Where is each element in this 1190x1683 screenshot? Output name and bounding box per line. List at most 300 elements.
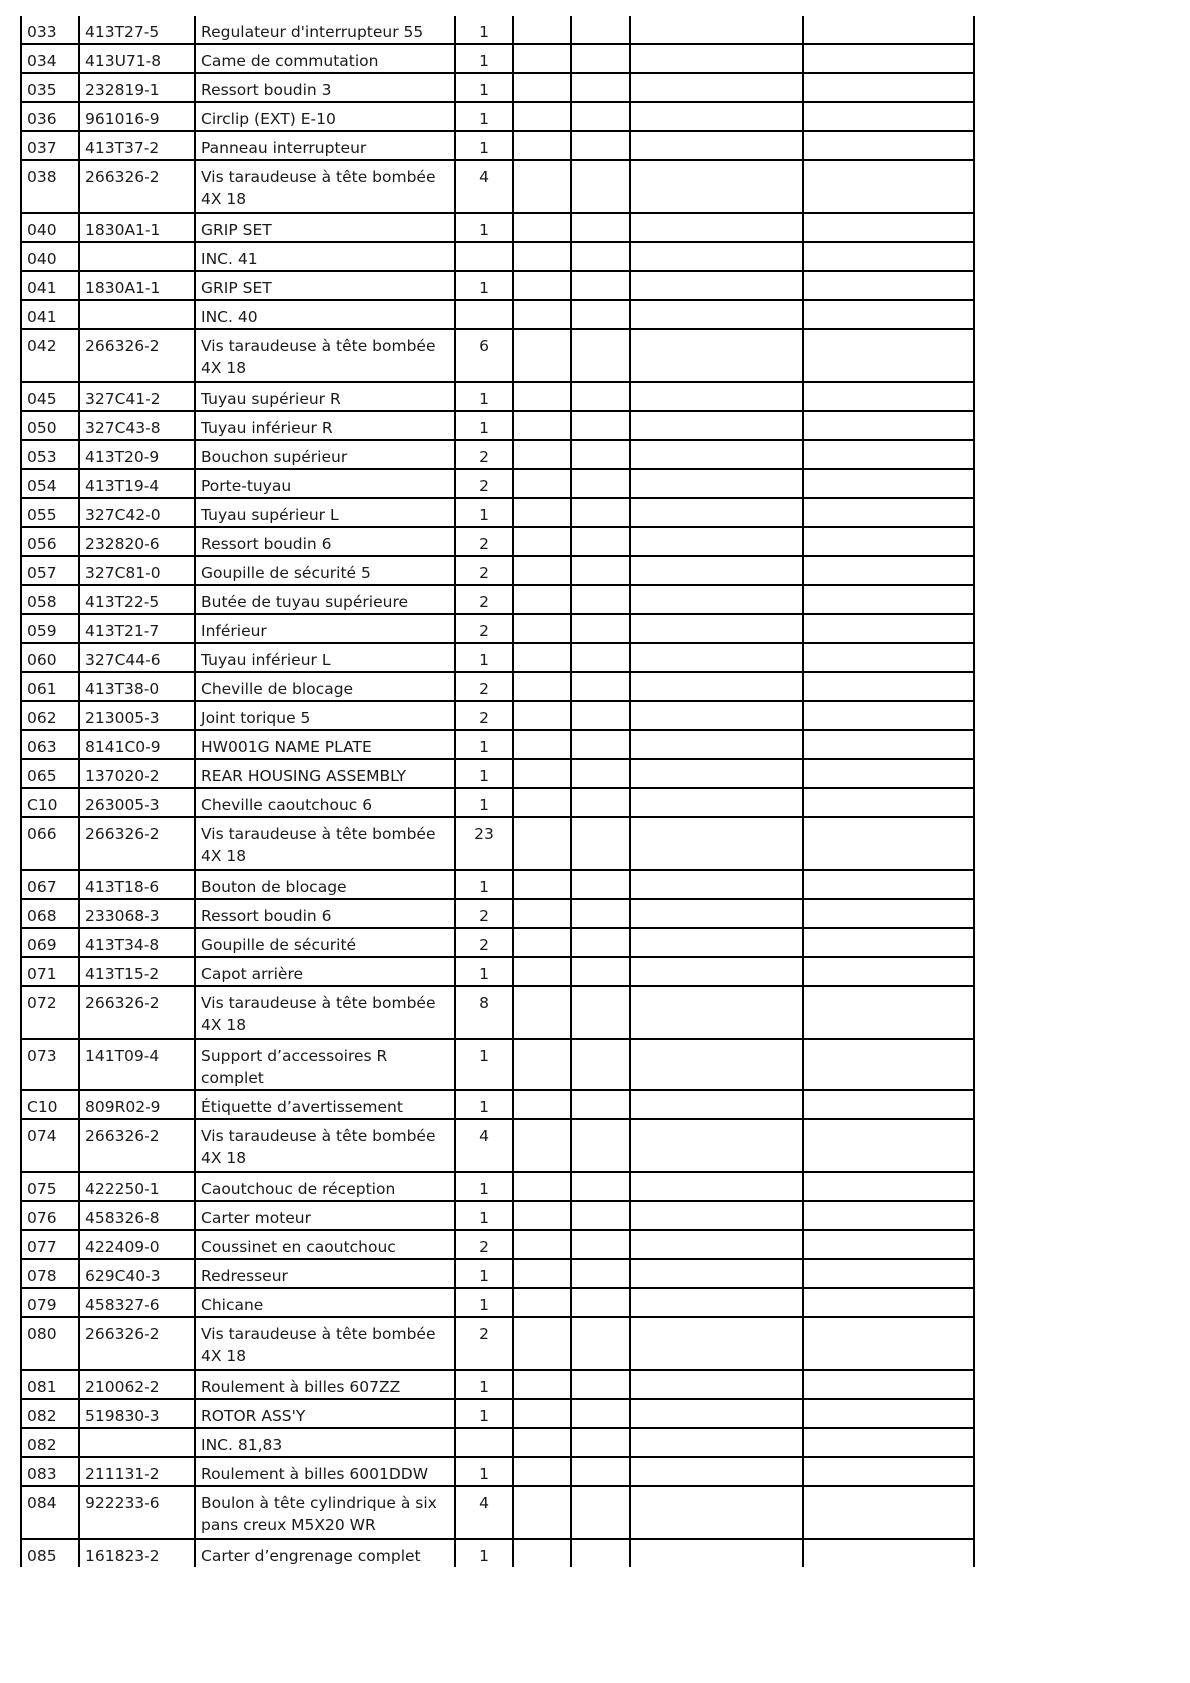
quantity-cell: 1 [455, 271, 513, 300]
description-cell: Tuyau supérieur L [195, 498, 455, 527]
part-no-cell: 413T27-5 [79, 16, 195, 44]
empty-cell [513, 1119, 571, 1172]
item-no-cell: 081 [21, 1370, 79, 1399]
empty-cell [803, 271, 974, 300]
description-cell: Tuyau inférieur L [195, 643, 455, 672]
empty-cell [571, 1230, 630, 1259]
description-cell: Vis taraudeuse à tête bombée 4X 18 [195, 160, 455, 213]
empty-cell [513, 1370, 571, 1399]
quantity-cell: 2 [455, 1317, 513, 1370]
empty-cell [803, 1119, 974, 1172]
empty-cell [803, 730, 974, 759]
part-no-cell: 413U71-8 [79, 44, 195, 73]
item-no-cell: 050 [21, 411, 79, 440]
empty-cell [803, 1370, 974, 1399]
part-no-cell: 327C81-0 [79, 556, 195, 585]
empty-cell [513, 382, 571, 411]
empty-cell [571, 382, 630, 411]
empty-cell [630, 213, 803, 242]
empty-cell [803, 213, 974, 242]
empty-cell [803, 131, 974, 160]
part-no-cell: 266326-2 [79, 986, 195, 1039]
empty-cell [803, 788, 974, 817]
empty-cell [803, 986, 974, 1039]
empty-cell [630, 1090, 803, 1119]
table-row [21, 1317, 974, 1370]
empty-cell [630, 271, 803, 300]
empty-cell [803, 672, 974, 701]
empty-cell [571, 730, 630, 759]
part-no-cell: 266326-2 [79, 817, 195, 870]
description-cell: INC. 41 [195, 242, 455, 271]
empty-cell [803, 817, 974, 870]
part-no-cell: 266326-2 [79, 1119, 195, 1172]
empty-cell [630, 242, 803, 271]
table-row [21, 986, 974, 1039]
empty-cell [630, 382, 803, 411]
description-cell: Panneau interrupteur [195, 131, 455, 160]
quantity-cell: 2 [455, 928, 513, 957]
item-no-cell: 041 [21, 300, 79, 329]
description-cell: Ressort boudin 6 [195, 899, 455, 928]
description-cell: Vis taraudeuse à tête bombée 4X 18 [195, 1119, 455, 1172]
empty-cell [571, 160, 630, 213]
empty-cell [571, 300, 630, 329]
description-cell: Circlip (EXT) E-10 [195, 102, 455, 131]
empty-cell [513, 1486, 571, 1539]
item-no-cell: 075 [21, 1172, 79, 1201]
empty-cell [571, 1090, 630, 1119]
item-no-cell: 071 [21, 957, 79, 986]
description-cell: INC. 40 [195, 300, 455, 329]
quantity-cell: 1 [455, 759, 513, 788]
quantity-cell: 1 [455, 382, 513, 411]
empty-cell [571, 928, 630, 957]
empty-cell [513, 1259, 571, 1288]
empty-cell [630, 788, 803, 817]
part-no-cell: 422409-0 [79, 1230, 195, 1259]
empty-cell [571, 213, 630, 242]
table-row [21, 213, 974, 242]
empty-cell [571, 643, 630, 672]
table-row [21, 440, 974, 469]
empty-cell [803, 1201, 974, 1230]
item-no-cell: C10 [21, 1090, 79, 1119]
description-cell: Joint torique 5 [195, 701, 455, 730]
empty-cell [513, 131, 571, 160]
empty-cell [803, 469, 974, 498]
empty-cell [803, 242, 974, 271]
quantity-cell: 1 [455, 1539, 513, 1567]
table-row [21, 44, 974, 73]
empty-cell [513, 1317, 571, 1370]
table-row [21, 730, 974, 759]
empty-cell [571, 242, 630, 271]
empty-cell [630, 928, 803, 957]
empty-cell [513, 329, 571, 382]
empty-cell [513, 1399, 571, 1428]
empty-cell [803, 1090, 974, 1119]
item-no-cell: 078 [21, 1259, 79, 1288]
item-no-cell: 057 [21, 556, 79, 585]
part-no-cell: 413T22-5 [79, 585, 195, 614]
item-no-cell: 054 [21, 469, 79, 498]
table-row [21, 1172, 974, 1201]
item-no-cell: 083 [21, 1457, 79, 1486]
quantity-cell: 1 [455, 1370, 513, 1399]
item-no-cell: 053 [21, 440, 79, 469]
empty-cell [630, 102, 803, 131]
description-cell: Cheville de blocage [195, 672, 455, 701]
part-no-cell: 413T20-9 [79, 440, 195, 469]
empty-cell [630, 899, 803, 928]
part-no-cell: 141T09-4 [79, 1039, 195, 1090]
table-row [21, 701, 974, 730]
item-no-cell: 067 [21, 870, 79, 899]
empty-cell [803, 411, 974, 440]
item-no-cell: 065 [21, 759, 79, 788]
quantity-cell: 1 [455, 1201, 513, 1230]
description-cell: Porte-tuyau [195, 469, 455, 498]
part-no-cell: 413T21-7 [79, 614, 195, 643]
quantity-cell: 1 [455, 1172, 513, 1201]
empty-cell [630, 986, 803, 1039]
empty-cell [630, 1539, 803, 1567]
quantity-cell: 6 [455, 329, 513, 382]
description-cell: Inférieur [195, 614, 455, 643]
quantity-cell: 1 [455, 213, 513, 242]
part-no-cell: 809R02-9 [79, 1090, 195, 1119]
description-cell: Regulateur d'interrupteur 55 [195, 16, 455, 44]
item-no-cell: 045 [21, 382, 79, 411]
empty-cell [630, 1288, 803, 1317]
description-cell: Vis taraudeuse à tête bombée 4X 18 [195, 817, 455, 870]
description-cell: Caoutchouc de réception [195, 1172, 455, 1201]
item-no-cell: 076 [21, 1201, 79, 1230]
quantity-cell: 1 [455, 1090, 513, 1119]
part-no-cell: 327C41-2 [79, 382, 195, 411]
description-cell: Ressort boudin 6 [195, 527, 455, 556]
empty-cell [513, 817, 571, 870]
item-no-cell: 033 [21, 16, 79, 44]
table-row [21, 788, 974, 817]
empty-cell [630, 527, 803, 556]
part-no-cell: 1830A1-1 [79, 271, 195, 300]
empty-cell [803, 44, 974, 73]
table-row [21, 899, 974, 928]
empty-cell [630, 1201, 803, 1230]
item-no-cell: 066 [21, 817, 79, 870]
empty-cell [571, 1119, 630, 1172]
empty-cell [513, 527, 571, 556]
empty-cell [513, 643, 571, 672]
empty-cell [630, 1172, 803, 1201]
empty-cell [571, 16, 630, 44]
part-no-cell: 629C40-3 [79, 1259, 195, 1288]
table-row [21, 271, 974, 300]
description-cell: Chicane [195, 1288, 455, 1317]
table-row [21, 1259, 974, 1288]
empty-cell [803, 527, 974, 556]
empty-cell [630, 1370, 803, 1399]
empty-cell [803, 16, 974, 44]
quantity-cell: 1 [455, 643, 513, 672]
description-cell: INC. 81,83 [195, 1428, 455, 1457]
empty-cell [571, 614, 630, 643]
table-row [21, 870, 974, 899]
part-no-cell: 1830A1-1 [79, 213, 195, 242]
table-row [21, 131, 974, 160]
item-no-cell: 036 [21, 102, 79, 131]
quantity-cell [455, 300, 513, 329]
empty-cell [571, 1399, 630, 1428]
empty-cell [513, 44, 571, 73]
item-no-cell: 040 [21, 213, 79, 242]
table-row [21, 817, 974, 870]
empty-cell [571, 759, 630, 788]
empty-cell [803, 899, 974, 928]
item-no-cell: 058 [21, 585, 79, 614]
part-no-cell [79, 1428, 195, 1457]
table-row [21, 160, 974, 213]
empty-cell [803, 1317, 974, 1370]
empty-cell [513, 1201, 571, 1230]
empty-cell [513, 957, 571, 986]
empty-cell [513, 672, 571, 701]
empty-cell [803, 1399, 974, 1428]
table-row [21, 527, 974, 556]
quantity-cell: 2 [455, 440, 513, 469]
empty-cell [803, 329, 974, 382]
empty-cell [513, 1039, 571, 1090]
empty-cell [630, 440, 803, 469]
empty-cell [513, 242, 571, 271]
empty-cell [803, 957, 974, 986]
empty-cell [513, 411, 571, 440]
empty-cell [513, 788, 571, 817]
empty-cell [630, 498, 803, 527]
empty-cell [513, 870, 571, 899]
description-cell: REAR HOUSING ASSEMBLY [195, 759, 455, 788]
part-no-cell: 413T34-8 [79, 928, 195, 957]
empty-cell [803, 382, 974, 411]
empty-cell [803, 300, 974, 329]
empty-cell [571, 1259, 630, 1288]
description-cell: Goupille de sécurité [195, 928, 455, 957]
item-no-cell: 068 [21, 899, 79, 928]
empty-cell [630, 411, 803, 440]
description-cell: Redresseur [195, 1259, 455, 1288]
description-cell: Coussinet en caoutchouc [195, 1230, 455, 1259]
empty-cell [571, 957, 630, 986]
empty-cell [513, 160, 571, 213]
quantity-cell: 1 [455, 957, 513, 986]
empty-cell [571, 672, 630, 701]
quantity-cell: 1 [455, 44, 513, 73]
empty-cell [513, 1539, 571, 1567]
part-no-cell: 519830-3 [79, 1399, 195, 1428]
table-row [21, 1201, 974, 1230]
item-no-cell: 079 [21, 1288, 79, 1317]
quantity-cell: 1 [455, 498, 513, 527]
item-no-cell: 072 [21, 986, 79, 1039]
part-no-cell: 413T15-2 [79, 957, 195, 986]
empty-cell [571, 585, 630, 614]
description-cell: Goupille de sécurité 5 [195, 556, 455, 585]
quantity-cell: 4 [455, 1119, 513, 1172]
empty-cell [513, 300, 571, 329]
part-no-cell: 210062-2 [79, 1370, 195, 1399]
empty-cell [571, 1457, 630, 1486]
quantity-cell: 1 [455, 1288, 513, 1317]
empty-cell [513, 1090, 571, 1119]
empty-cell [630, 73, 803, 102]
empty-cell [571, 1039, 630, 1090]
part-no-cell: 413T37-2 [79, 131, 195, 160]
description-cell: Vis taraudeuse à tête bombée 4X 18 [195, 329, 455, 382]
empty-cell [513, 213, 571, 242]
empty-cell [571, 1317, 630, 1370]
part-no-cell: 327C44-6 [79, 643, 195, 672]
description-cell: Boulon à tête cylindrique à six pans creux M5X20 WR [195, 1486, 455, 1539]
empty-cell [803, 102, 974, 131]
empty-cell [571, 73, 630, 102]
quantity-cell: 1 [455, 1039, 513, 1090]
description-cell: Capot arrière [195, 957, 455, 986]
quantity-cell [455, 1428, 513, 1457]
part-no-cell: 137020-2 [79, 759, 195, 788]
item-no-cell: 060 [21, 643, 79, 672]
description-cell: ROTOR ASS'Y [195, 1399, 455, 1428]
empty-cell [571, 440, 630, 469]
quantity-cell: 23 [455, 817, 513, 870]
part-no-cell: 232819-1 [79, 73, 195, 102]
quantity-cell: 1 [455, 870, 513, 899]
part-no-cell [79, 300, 195, 329]
quantity-cell: 1 [455, 131, 513, 160]
part-no-cell: 8141C0-9 [79, 730, 195, 759]
quantity-cell: 2 [455, 899, 513, 928]
empty-cell [803, 870, 974, 899]
part-no-cell: 233068-3 [79, 899, 195, 928]
empty-cell [571, 899, 630, 928]
quantity-cell: 1 [455, 73, 513, 102]
empty-cell [571, 788, 630, 817]
quantity-cell: 1 [455, 1457, 513, 1486]
description-cell: GRIP SET [195, 271, 455, 300]
quantity-cell: 4 [455, 1486, 513, 1539]
empty-cell [571, 1288, 630, 1317]
table-row [21, 1539, 974, 1567]
part-no-cell: 263005-3 [79, 788, 195, 817]
part-no-cell: 211131-2 [79, 1457, 195, 1486]
empty-cell [513, 556, 571, 585]
description-cell: Bouchon supérieur [195, 440, 455, 469]
parts-table [20, 16, 975, 1567]
description-cell: Roulement à billes 607ZZ [195, 1370, 455, 1399]
item-no-cell: 082 [21, 1399, 79, 1428]
empty-cell [513, 928, 571, 957]
empty-cell [513, 1230, 571, 1259]
quantity-cell: 1 [455, 102, 513, 131]
table-row [21, 1230, 974, 1259]
item-no-cell: 074 [21, 1119, 79, 1172]
empty-cell [571, 1486, 630, 1539]
part-no-cell: 458327-6 [79, 1288, 195, 1317]
table-row [21, 759, 974, 788]
description-cell: Vis taraudeuse à tête bombée 4X 18 [195, 986, 455, 1039]
quantity-cell: 2 [455, 672, 513, 701]
quantity-cell: 4 [455, 160, 513, 213]
empty-cell [803, 498, 974, 527]
empty-cell [803, 1172, 974, 1201]
empty-cell [513, 469, 571, 498]
empty-cell [630, 730, 803, 759]
empty-cell [571, 131, 630, 160]
empty-cell [803, 643, 974, 672]
empty-cell [571, 1201, 630, 1230]
description-cell: Tuyau supérieur R [195, 382, 455, 411]
empty-cell [630, 870, 803, 899]
quantity-cell: 2 [455, 1230, 513, 1259]
empty-cell [803, 73, 974, 102]
quantity-cell [455, 242, 513, 271]
item-no-cell: 040 [21, 242, 79, 271]
empty-cell [513, 701, 571, 730]
item-no-cell: C10 [21, 788, 79, 817]
empty-cell [571, 469, 630, 498]
table-row [21, 411, 974, 440]
part-no-cell: 327C42-0 [79, 498, 195, 527]
empty-cell [513, 1457, 571, 1486]
empty-cell [630, 131, 803, 160]
table-row [21, 1457, 974, 1486]
empty-cell [803, 1259, 974, 1288]
empty-cell [571, 1370, 630, 1399]
quantity-cell: 2 [455, 614, 513, 643]
part-no-cell [79, 242, 195, 271]
empty-cell [513, 1288, 571, 1317]
part-no-cell: 961016-9 [79, 102, 195, 131]
empty-cell [630, 160, 803, 213]
empty-cell [803, 585, 974, 614]
part-no-cell: 266326-2 [79, 1317, 195, 1370]
table-row [21, 16, 974, 44]
table-row [21, 1399, 974, 1428]
description-cell: Étiquette d’avertissement [195, 1090, 455, 1119]
empty-cell [630, 1230, 803, 1259]
empty-cell [803, 614, 974, 643]
quantity-cell: 1 [455, 788, 513, 817]
empty-cell [630, 300, 803, 329]
item-no-cell: 041 [21, 271, 79, 300]
table-row [21, 1486, 974, 1539]
table-row [21, 1039, 974, 1090]
empty-cell [803, 160, 974, 213]
table-row [21, 1119, 974, 1172]
description-cell: Carter moteur [195, 1201, 455, 1230]
item-no-cell: 055 [21, 498, 79, 527]
quantity-cell: 8 [455, 986, 513, 1039]
quantity-cell: 1 [455, 730, 513, 759]
empty-cell [630, 1259, 803, 1288]
parts-table-body [21, 16, 974, 1567]
empty-cell [803, 440, 974, 469]
description-cell: Bouton de blocage [195, 870, 455, 899]
empty-cell [571, 44, 630, 73]
table-row [21, 1288, 974, 1317]
empty-cell [803, 1288, 974, 1317]
